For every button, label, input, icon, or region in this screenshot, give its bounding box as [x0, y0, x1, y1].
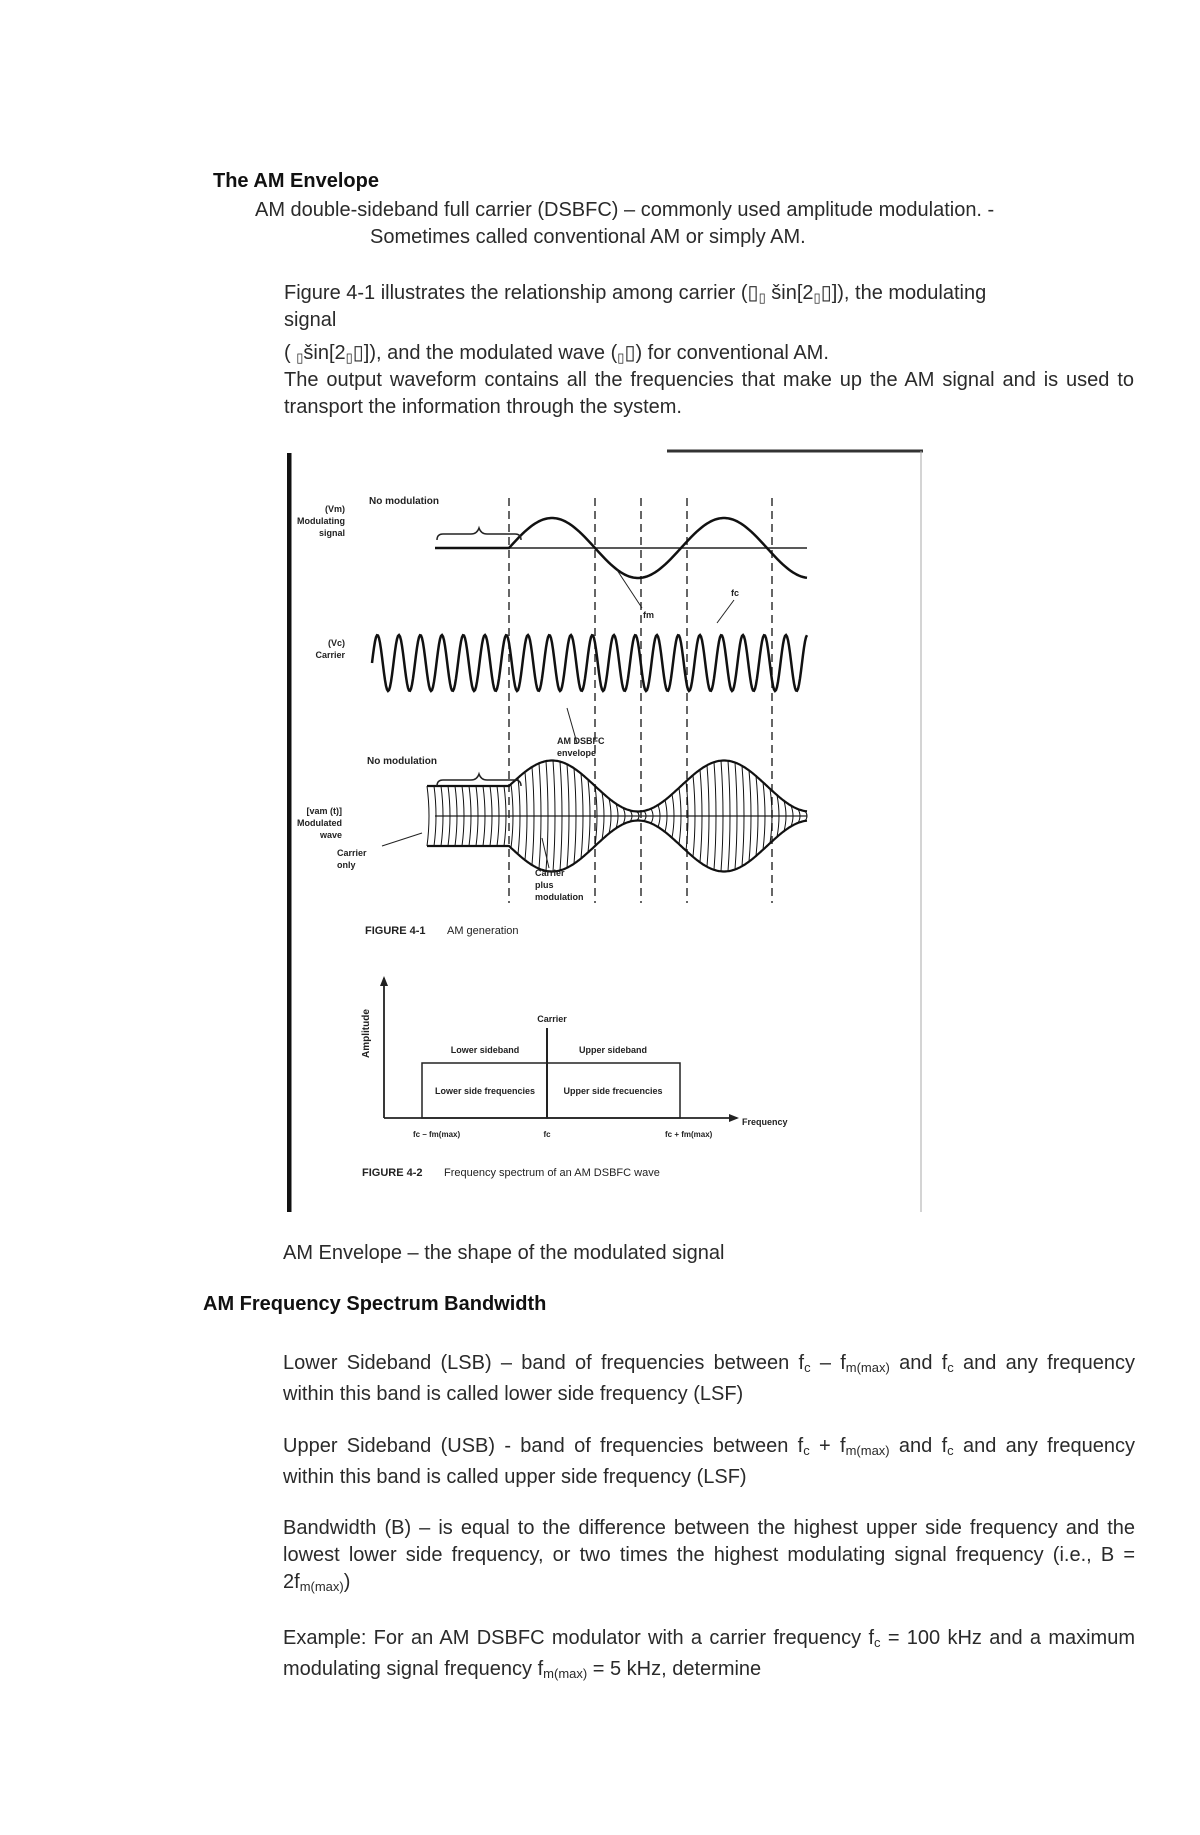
label-carrier-plus-1: Carrier — [535, 868, 565, 878]
label-upper-sideband: Upper sideband — [578, 1045, 648, 1055]
label-vc: (Vc) — [327, 638, 345, 648]
figure-4-1-caption-text: AM generation — [447, 925, 519, 937]
bandwidth-paragraph: Bandwidth (B) – is equal to the difference between the highest upper side frequency and the lowest lower side frequency, or two times the highest modulating signal frequency (i.e., $B = 2f_{m(max)}$) — [283, 1517, 1135, 1594]
lsb-paragraph: Lower Sideband (LSB) – band of frequencies between $f_c - f_{m(max)}$ and $f_c$ and any frequency within this band is called lower side frequency (LSF) — [283, 1352, 1135, 1405]
label-wave: wave — [319, 830, 342, 840]
label-lower-side-frequencies: Lower side frequencies — [434, 1086, 536, 1096]
label-modulated: Modulated — [297, 818, 342, 828]
usb-paragraph: Upper Sideband (USB) - band of frequencies between $f_c + f_{m(max)}$ and $f_c$ and any frequency within this band is called upper side frequency (LSF) — [283, 1435, 1135, 1488]
figure-description-line2: signal — [284, 309, 337, 331]
figure-4-2-caption-num: FIGURE 4-2 — [362, 1167, 423, 1179]
label-vam: [vam (t)] — [306, 806, 342, 816]
scanned-figure — [287, 448, 923, 1212]
tick-fc-plus-fm: fc + fm(max) — [665, 1130, 713, 1139]
tick-fc-minus-fm: fc – fm(max) — [413, 1130, 461, 1139]
label-no-modulation-top: No modulation — [369, 496, 439, 507]
heading-am-envelope: The AM Envelope — [213, 170, 379, 192]
figure-svg — [287, 448, 923, 1212]
figure-4-2-caption-text: Frequency spectrum of an AM DSBFC wave — [444, 1167, 660, 1179]
label-frequency: Frequency — [742, 1117, 788, 1127]
label-am-dsbfc: AM DSBFC — [557, 736, 605, 746]
output-waveform-paragraph: The output waveform contains all the frequencies that make up the AM signal and is used to transport the information through the system. — [284, 369, 1134, 418]
label-vm: (Vm) — [325, 504, 345, 514]
label-lower-sideband: Lower sideband — [450, 1045, 520, 1055]
intro-line-1: AM double-sideband full carrier (DSBFC) – commonly used amplitude modulation. - — [255, 199, 995, 221]
tick-fc: fc — [543, 1130, 551, 1139]
intro-line-2: Sometimes called conventional AM or simply AM. — [370, 226, 806, 248]
label-amplitude: Amplitude — [361, 1009, 372, 1058]
label-signal: signal — [318, 528, 345, 538]
label-carrier-only-2: only — [337, 860, 356, 870]
envelope-definition: AM Envelope – the shape of the modulated signal — [283, 1242, 725, 1264]
label-upper-side-frequencies: Upper side frecuencies — [563, 1086, 663, 1096]
label-no-modulation-mid: No modulation — [367, 756, 437, 767]
label-fig2-carrier: Carrier — [537, 1014, 567, 1024]
label-carrier-plus-3: modulation — [535, 892, 584, 902]
label-envelope: envelope — [557, 748, 597, 758]
label-carrier: Carrier — [315, 650, 345, 660]
figure-4-1-caption-num: FIGURE 4-1 — [365, 925, 426, 937]
label-carrier-plus-2: plus — [535, 880, 554, 890]
label-fc: fc — [731, 588, 740, 598]
label-modulating: Modulating — [297, 516, 345, 526]
example-paragraph: Example: For an AM DSBFC modulator with a carrier frequency $f_c = 100$ kHz and a maximum modulating signal frequency $f_{m(max)} = 5$ kHz, determine — [283, 1627, 1135, 1681]
figure-description-line3: ( $_▯šin[2_▯▯]$), and the modulated wave $(_▯▯)$ for conventional AM. — [284, 342, 829, 365]
label-fm: fm — [643, 610, 654, 620]
heading-am-frequency-spectrum: AM Frequency Spectrum Bandwidth — [203, 1293, 547, 1315]
figure-description: Figure 4-1 illustrates the relationship among carrier ($▯_▯$ $šin[2_▯▯]$), the modulating — [284, 282, 987, 305]
label-carrier-only-1: Carrier — [337, 848, 367, 858]
